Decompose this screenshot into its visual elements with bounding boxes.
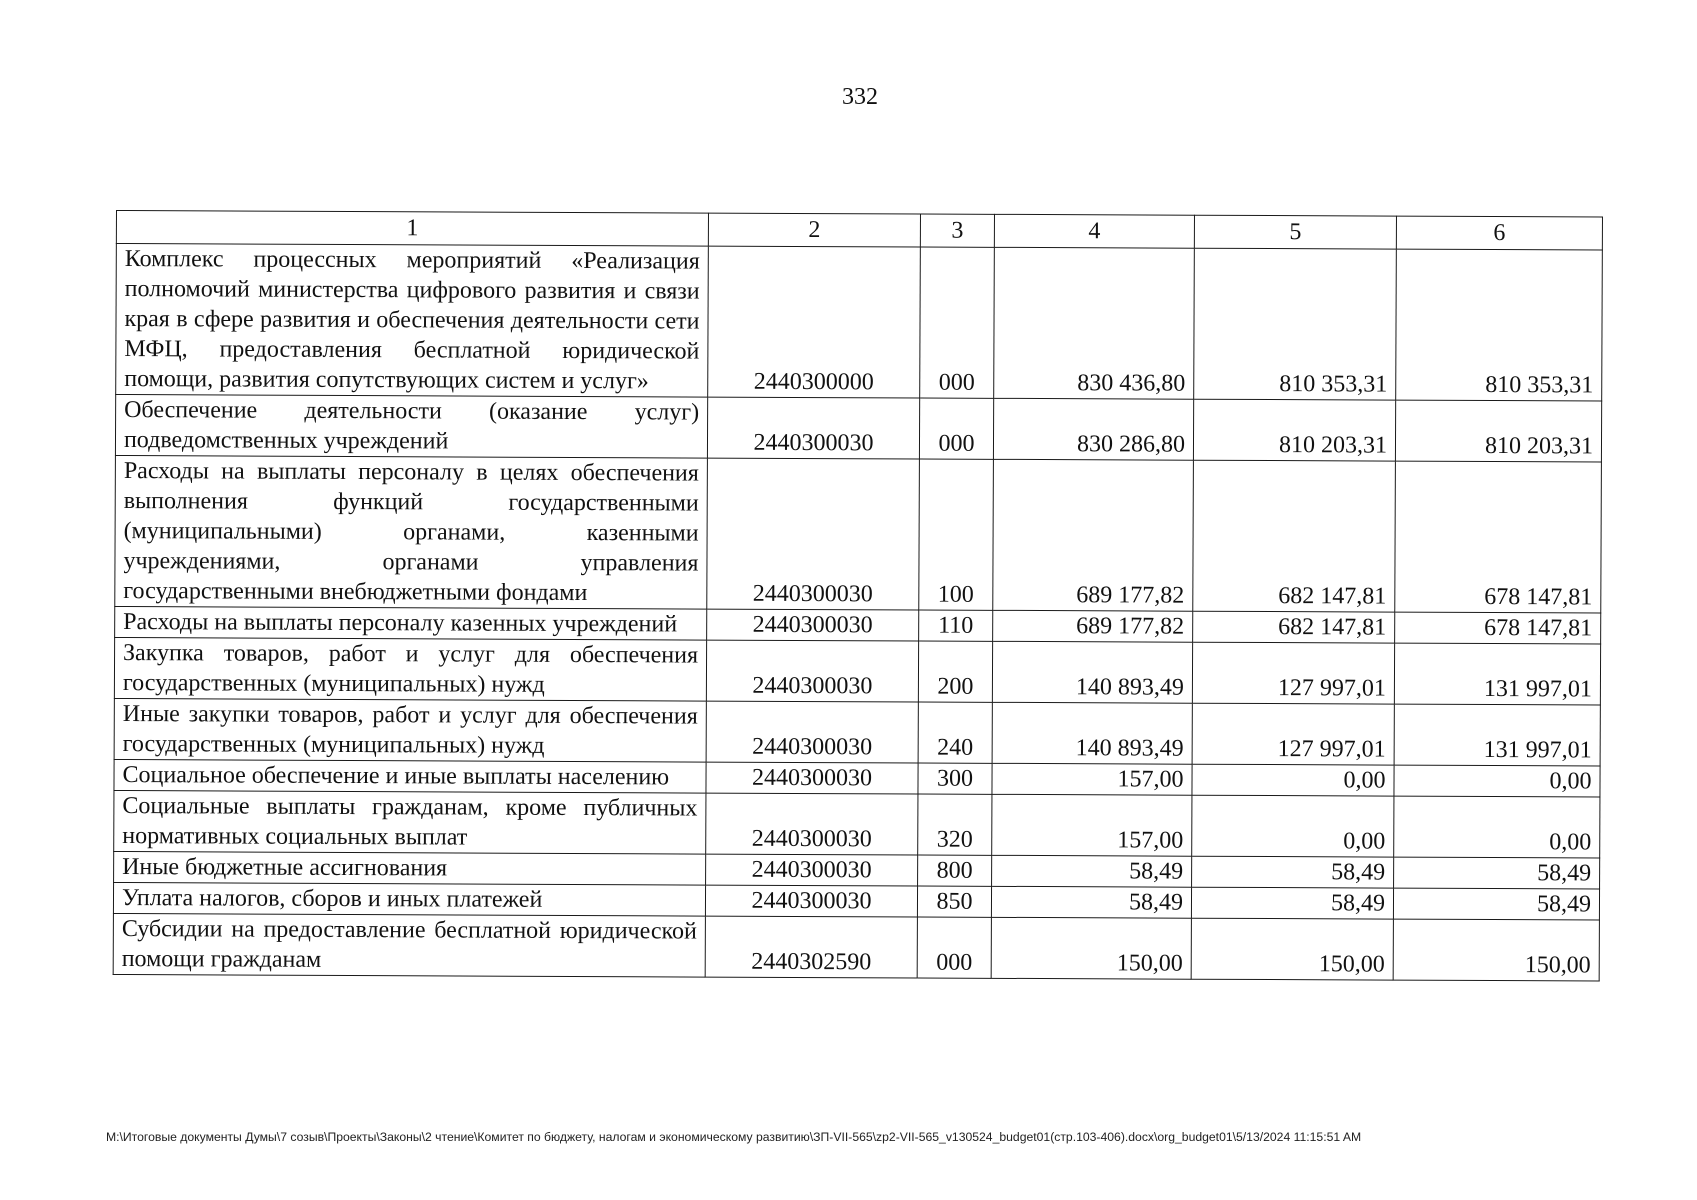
footer-file-path: M:\Итоговые документы Думы\7 созыв\Проекты\Законы\2 чтение\Комитет по бюджету, налогам и экономическому развитию\ЗП-VII-565\zp2-VII-565_v130524_budget01(стр.103-406).docx\org_budget01\5/13/2024 11:15:51 AM bbox=[106, 1130, 1362, 1144]
row-amount-col6-cell: 810 203,31 bbox=[1395, 400, 1601, 462]
row-amount-col4-cell: 157,00 bbox=[992, 794, 1192, 856]
row-amount-col6-cell: 678 147,81 bbox=[1395, 461, 1602, 613]
row-code-cell: 2440300000 bbox=[708, 246, 921, 398]
budget-table-wrapper bbox=[113, 210, 1602, 981]
row-amount-col6-cell: 810 353,31 bbox=[1396, 249, 1603, 401]
row-amount-col5-cell: 810 203,31 bbox=[1193, 399, 1395, 461]
row-amount-col6-cell: 58,49 bbox=[1394, 857, 1600, 889]
row-code-cell: 2440300030 bbox=[706, 762, 918, 794]
row-amount-col4-cell: 140 893,49 bbox=[992, 702, 1192, 764]
row-expense-type-cell: 000 bbox=[920, 247, 995, 398]
row-amount-col5-cell: 682 147,81 bbox=[1193, 460, 1396, 612]
row-amount-col4-cell: 689 177,82 bbox=[993, 610, 1193, 642]
row-amount-col5-cell: 0,00 bbox=[1192, 795, 1394, 857]
row-amount-col6-cell: 150,00 bbox=[1393, 919, 1599, 981]
row-amount-col6-cell: 131 997,01 bbox=[1394, 643, 1600, 705]
row-amount-col5-cell: 682 147,81 bbox=[1193, 611, 1395, 643]
row-name-cell: Иные бюджетные ассигнования bbox=[114, 851, 706, 885]
row-name-cell: Социальное обеспечение и иные выплаты населению bbox=[114, 759, 706, 793]
row-amount-col6-cell: 131 997,01 bbox=[1394, 704, 1600, 766]
row-expense-type-cell: 800 bbox=[918, 855, 992, 886]
row-code-cell: 2440300030 bbox=[706, 854, 918, 886]
table-row bbox=[116, 244, 1603, 401]
table-row bbox=[113, 913, 1599, 980]
row-name-cell: Расходы на выплаты персоналу казенных учреждений bbox=[115, 606, 707, 640]
row-amount-col5-cell: 0,00 bbox=[1192, 764, 1394, 796]
row-expense-type-cell: 100 bbox=[919, 459, 994, 610]
table-row bbox=[114, 637, 1600, 704]
row-name-cell: Субсидии на предоставление бесплатной юридической помощи гражданам bbox=[113, 913, 705, 977]
row-amount-col4-cell: 830 436,80 bbox=[994, 247, 1195, 399]
row-amount-col4-cell: 150,00 bbox=[991, 917, 1191, 979]
table-row bbox=[115, 395, 1601, 462]
row-amount-col4-cell: 140 893,49 bbox=[992, 641, 1192, 703]
row-amount-col6-cell: 0,00 bbox=[1394, 765, 1600, 797]
row-expense-type-cell: 000 bbox=[919, 398, 993, 459]
row-code-cell: 2440300030 bbox=[706, 701, 918, 763]
header-col-1: 1 bbox=[116, 211, 708, 247]
row-amount-col5-cell: 127 997,01 bbox=[1192, 703, 1394, 765]
table-row bbox=[114, 698, 1600, 765]
row-name-cell: Социальные выплаты гражданам, кроме публичных нормативных социальных выплат bbox=[114, 790, 706, 854]
row-expense-type-cell: 110 bbox=[919, 610, 993, 641]
row-amount-col6-cell: 678 147,81 bbox=[1395, 612, 1601, 644]
row-expense-type-cell: 300 bbox=[918, 763, 992, 794]
row-amount-col4-cell: 157,00 bbox=[992, 763, 1192, 795]
header-col-2: 2 bbox=[708, 213, 920, 247]
row-amount-col6-cell: 58,49 bbox=[1393, 888, 1599, 920]
row-amount-col5-cell: 150,00 bbox=[1191, 918, 1393, 980]
table-row bbox=[114, 790, 1600, 857]
row-name-cell: Уплата налогов, сборов и иных платежей bbox=[113, 882, 705, 916]
row-amount-col5-cell: 58,49 bbox=[1191, 887, 1393, 919]
budget-table bbox=[113, 210, 1603, 981]
row-amount-col4-cell: 830 286,80 bbox=[993, 398, 1193, 460]
row-code-cell: 2440300030 bbox=[705, 885, 917, 917]
row-expense-type-cell: 200 bbox=[918, 641, 992, 702]
row-code-cell: 2440300030 bbox=[707, 397, 919, 459]
row-name-cell: Закупка товаров, работ и услуг для обеспечения государственных (муниципальных) нужд bbox=[114, 637, 706, 701]
row-amount-col5-cell: 810 353,31 bbox=[1194, 248, 1397, 400]
row-name-cell: Обеспечение деятельности (оказание услуг) подведомственных учреждений bbox=[115, 395, 707, 459]
row-code-cell: 2440300030 bbox=[706, 640, 918, 702]
table-row bbox=[115, 455, 1602, 612]
row-code-cell: 2440300030 bbox=[707, 458, 920, 610]
row-code-cell: 2440300030 bbox=[706, 793, 918, 855]
row-expense-type-cell: 240 bbox=[918, 702, 992, 763]
row-name-cell: Комплекс процессных мероприятий «Реализация полномочий министерства цифрового развития и связи края в сфере развития и обеспечения деятельности сети МФЦ, предоставления бесплатной юридической помощи, развития сопутствующих систем и услуг» bbox=[116, 244, 709, 398]
row-expense-type-cell: 320 bbox=[918, 794, 992, 855]
row-name-cell: Иные закупки товаров, работ и услуг для обеспечения государственных (муниципальных) нужд bbox=[114, 698, 706, 762]
row-amount-col4-cell: 689 177,82 bbox=[993, 459, 1194, 611]
row-amount-col6-cell: 0,00 bbox=[1394, 796, 1600, 858]
header-col-6: 6 bbox=[1396, 216, 1602, 250]
page-number: 332 bbox=[842, 84, 878, 110]
header-col-4: 4 bbox=[994, 214, 1194, 248]
row-amount-col5-cell: 58,49 bbox=[1192, 856, 1394, 888]
row-expense-type-cell: 850 bbox=[917, 886, 991, 917]
header-col-3: 3 bbox=[920, 214, 994, 247]
row-amount-col5-cell: 127 997,01 bbox=[1192, 642, 1394, 704]
row-expense-type-cell: 000 bbox=[917, 917, 991, 978]
row-name-cell: Расходы на выплаты персоналу в целях обеспечения выполнения функций государственными (муниципальными) органами, казенными учреждениями, органами управления государственными внебюджетными фондами bbox=[115, 455, 708, 609]
row-code-cell: 2440302590 bbox=[705, 916, 917, 978]
header-col-5: 5 bbox=[1194, 215, 1396, 249]
row-code-cell: 2440300030 bbox=[707, 609, 919, 641]
row-amount-col4-cell: 58,49 bbox=[992, 855, 1192, 887]
row-amount-col4-cell: 58,49 bbox=[991, 886, 1191, 918]
